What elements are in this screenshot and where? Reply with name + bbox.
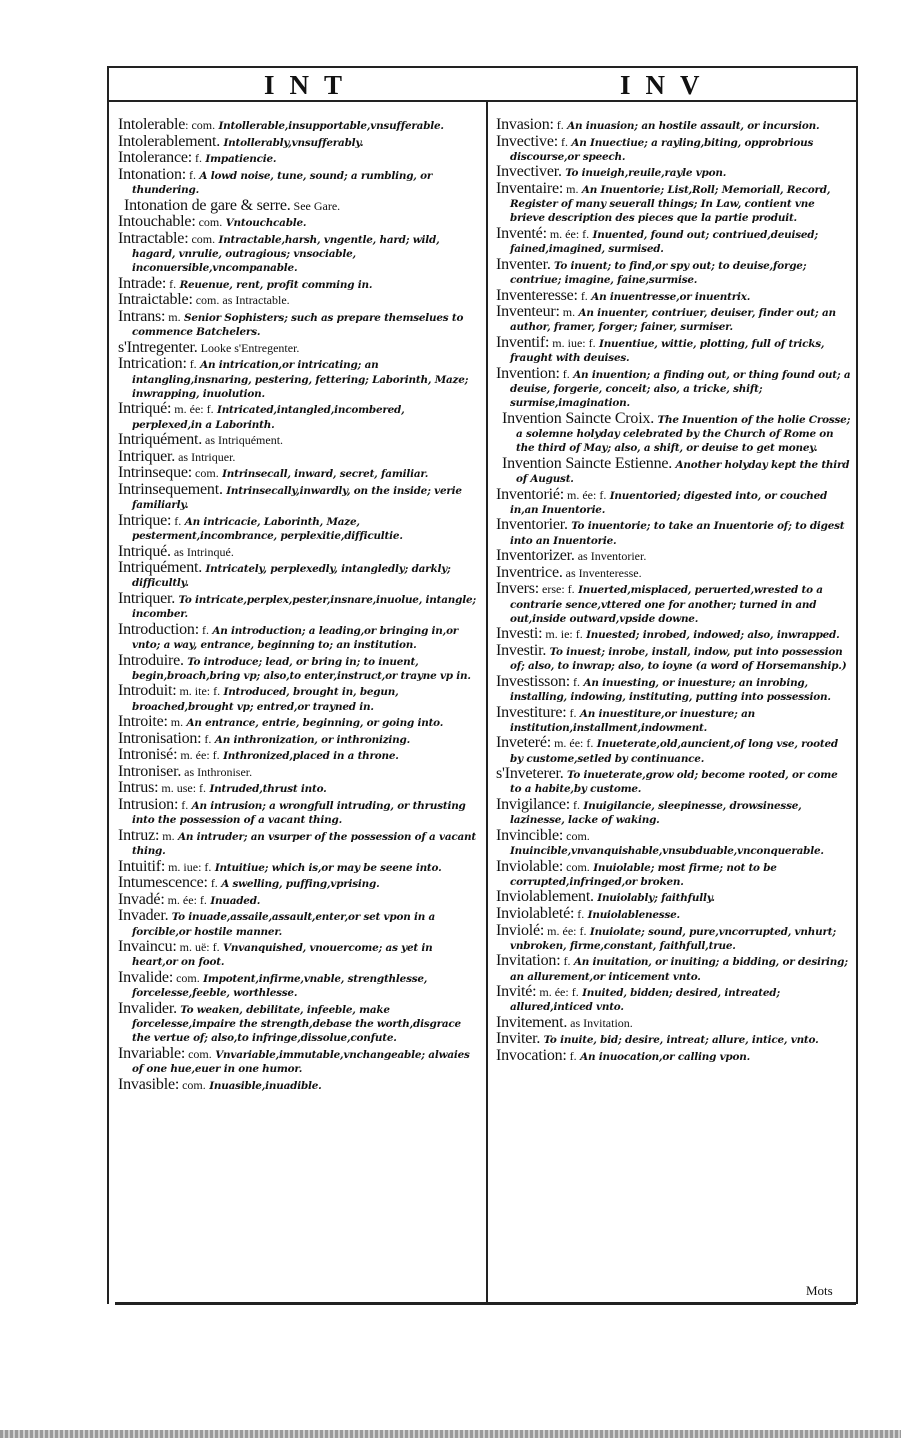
dictionary-entry (496, 641, 852, 673)
definition: Intrinsecally,inwardly, on the inside; verie familiarly. (132, 484, 462, 512)
dictionary-entry (118, 876, 476, 891)
headword: Invitation: (496, 952, 561, 970)
grammar-note: com. (188, 231, 216, 246)
definition: Another holyday kept the third of August. (516, 458, 850, 485)
dictionary-entry (118, 798, 476, 827)
grammar-note: f. (559, 366, 570, 381)
left-column (118, 118, 476, 1094)
headword: Inviter. (496, 1030, 541, 1048)
grammar-note: f. (207, 876, 218, 891)
headword: Inventrice. (496, 563, 563, 581)
headword: Introduire. (118, 651, 184, 669)
dictionary-entry (496, 409, 852, 456)
grammar-note: f. (570, 674, 581, 689)
dictionary-entry (118, 229, 476, 276)
definition: To weaken, debilitate, infeeble, make forcelesse,impaire the strength,debase the worth,disgrace the vertue of; also,to infringe,dissolue,confute. (132, 1003, 461, 1045)
headword: Intriquer. (118, 447, 176, 465)
grammar-note: as Inthroniser. (181, 764, 253, 779)
grammar-note: m. ée: f. (164, 892, 207, 907)
grammar-note: : com. (185, 118, 216, 132)
definition: Inuiolate; sound, pure,vncorrupted, vnhurt; vnbroken, firme,constant, faithfull,true. (510, 925, 836, 952)
headword: Inviolablement. (496, 888, 594, 906)
definition: Intuitiue; which is,or may be seene into. (211, 861, 442, 874)
headword: Introduction: (118, 620, 199, 638)
headword: Intumescence: (118, 874, 208, 892)
headword: Investi: (496, 625, 543, 643)
dictionary-entry (496, 703, 852, 735)
header-rule (107, 100, 858, 102)
running-head-right: INV (620, 70, 715, 100)
dictionary-entry (118, 151, 476, 166)
headword: Introniser. (118, 762, 182, 780)
definition: An Inuentorie; List,Roll; Memoriall, Record, Register of many seuerall things; In Law, contient vne brieve description des pieces que la partie produit. (510, 183, 831, 225)
dictionary-entry (118, 1044, 476, 1076)
headword: Intruz: (118, 826, 160, 844)
grammar-note: f. (171, 513, 182, 528)
headword: Invocation: (496, 1047, 567, 1065)
definition: Inuented, found out; contriued,deuised; fained,imagined, surmised. (510, 228, 818, 256)
definition: An inuocation,or calling vpon. (576, 1051, 750, 1064)
dictionary-entry (496, 1049, 852, 1064)
frame-top-rule (107, 66, 858, 68)
headword: Inventorier. (496, 516, 568, 534)
headword: Invincible: (496, 826, 564, 844)
dictionary-entry (496, 286, 852, 304)
grammar-note: m. uë: f. (176, 940, 220, 955)
frame-right-rule (856, 66, 858, 1304)
definition: An inuentresse,or inuentrix. (587, 290, 751, 303)
grammar-note: f. (178, 798, 189, 813)
headword: Intolerable (118, 118, 186, 133)
dictionary-entry (118, 118, 476, 133)
headword: Inviolable: (496, 857, 564, 875)
dictionary-entry (496, 165, 852, 180)
definition: Introduced, brought in, begun, broached,brought vp; entred,or trayned in. (132, 686, 399, 713)
headword: Introduit: (118, 682, 177, 700)
headword: Intrinseque: (118, 464, 193, 482)
headword: Intrus: (118, 779, 159, 797)
headword: Invader. (118, 907, 169, 925)
grammar-note: com. (195, 215, 223, 230)
grammar-note: m. ée: f. (544, 923, 587, 938)
dictionary-entry (118, 338, 476, 356)
dictionary-entry (118, 274, 476, 292)
headword: Invention Saincte Croix. (502, 409, 655, 427)
dictionary-entry (118, 433, 476, 448)
grammar-note: f. (186, 357, 197, 372)
headword: Investir. (496, 641, 547, 659)
grammar-note: m. (167, 715, 184, 730)
headword: Intolerablement. (118, 132, 221, 150)
dictionary-entry (496, 563, 852, 581)
grammar-note: m. (159, 828, 175, 843)
grammar-note: m. (559, 305, 576, 320)
headword: Intuitif: (118, 857, 166, 875)
grammar-note: f. (557, 134, 568, 149)
dictionary-entry (496, 582, 852, 626)
definition: Inuested; inrobed, indowed; also, inwrapped. (582, 629, 840, 642)
dictionary-entry (118, 826, 476, 858)
dictionary-entry (496, 364, 852, 411)
definition: An inuention; a finding out, or thing found out; a deuise, forgerie, conceit; also, a tricke, shift; surmise,imagination. (510, 368, 851, 410)
dictionary-entry (118, 651, 476, 683)
headword: Intractable: (118, 229, 189, 247)
dictionary-entry (496, 454, 852, 486)
grammar-note: f. (574, 906, 585, 921)
grammar-note: m. ée: f. (546, 226, 590, 241)
headword: Intronisé: (118, 746, 178, 764)
grammar-note: as Intrinqué. (170, 544, 234, 559)
catchword: Mots (806, 1283, 833, 1298)
dictionary-entry (118, 620, 476, 652)
frame-bottom-rule (115, 1302, 856, 1305)
dictionary-entry (496, 857, 852, 889)
dictionary-entry (496, 627, 852, 642)
headword: Intonation: (118, 165, 187, 183)
dictionary-entry (118, 971, 476, 1000)
headword: Invariable: (118, 1044, 186, 1062)
dictionary-entry (118, 999, 476, 1046)
headword: Intrans: (118, 307, 166, 325)
grammar-note: as Inventeresse. (562, 565, 642, 580)
headword: Inviolé: (496, 921, 545, 939)
grammar-note: m. ite: f. (176, 684, 221, 699)
grammar-note: f. (570, 797, 581, 812)
definition: To inueterate,grow old; become rooted, or come to a habite,by custome. (510, 769, 838, 796)
definition: The Inuention of the holie Crosse; a solemne holyday celebrated by the Church of Rome on the third of May; also, a shift, or deuise to get money. (516, 413, 851, 455)
grammar-note: m. ée: f. (551, 736, 594, 751)
definition: Inuerted,misplaced, peruerted,wrested to a contrarie sence,vttered one for another; turned in and out,inside outward,vpside downe. (510, 584, 823, 625)
dictionary-entry (496, 179, 852, 226)
definition: An intrication,or intricating; an intangling,insnaring, pestering, fettering; Laborinth, Maze; inwrapping, inuolution. (132, 359, 469, 400)
headword: Investisson: (496, 672, 571, 690)
headword: Invalide: (118, 969, 174, 987)
headword: Intrinsequement. (118, 480, 223, 498)
dictionary-entry (118, 762, 476, 780)
grammar-note: com. (563, 859, 590, 874)
grammar-note: as Intriquément. (202, 433, 284, 448)
dictionary-entry (496, 985, 852, 1014)
headword: Invers: (496, 580, 540, 598)
dictionary-entry (118, 857, 476, 875)
definition: An Inuectiue; a rayling,biting, opprobrious discourse,or speech. (510, 136, 814, 163)
headword: Intriqué: (118, 400, 172, 418)
grammar-note: f. (560, 954, 571, 969)
headword: Intraictable: (118, 291, 193, 309)
definition: Inuaded. (206, 894, 261, 907)
headword: Intronisation: (118, 729, 202, 747)
headword: Invasible: (118, 1075, 180, 1093)
definition: An inuitation, or inuiting; a bidding, or desiring; an allurement,or inticement vnto. (510, 956, 848, 983)
definition: An intruder; an vsurper of the possession of a vacant thing. (132, 830, 476, 858)
grammar-note: m. (165, 309, 181, 324)
dictionary-entry (118, 909, 476, 938)
grammar-note: f. (201, 731, 212, 746)
definition: An inuesting, or inuesture; an inrobing, installing, indowing, instituting, putting into possession. (510, 676, 831, 703)
dictionary-entry (496, 1013, 852, 1031)
headword: Inventer. (496, 255, 551, 273)
headword: Intrique: (118, 511, 172, 529)
headword: Introite: (118, 713, 168, 731)
grammar-note: m. iue: f. (165, 859, 212, 874)
headword: Invité: (496, 983, 537, 1001)
definition: Intractable,harsh, vngentle, hard; wild, hagard, vnrulie, outragious; vnsociable, inconuersible,vncompanable. (132, 233, 440, 275)
grammar-note: f. (566, 1049, 577, 1064)
definition: Inuigilancie, sleepinesse, drowsinesse, lazinesse, lacke of waking. (510, 799, 802, 827)
grammar-note: as Invitation. (567, 1015, 633, 1030)
dictionary-entry (118, 307, 476, 339)
dictionary-entry (118, 684, 476, 713)
dictionary-entry (496, 921, 852, 953)
headword: Invention Saincte Estienne. (502, 454, 673, 472)
dictionary-entry (118, 1075, 476, 1093)
definition: An inuasion; an hostile assault, or incursion. (563, 120, 820, 132)
definition: Impotent,infirme,vnable, strengthlesse, forcelesse,feeble, worthlesse. (132, 973, 428, 1000)
definition: Intollerably,vnsufferably. (220, 136, 364, 149)
grammar-note: erse: f. (539, 582, 575, 597)
definition: Intollerable,insupportable,vnsufferable. (215, 120, 444, 132)
grammar-note: m. use: f. (158, 781, 207, 796)
dictionary-entry (496, 954, 852, 983)
headword: Invitement. (496, 1013, 568, 1031)
definition: Intricated,intangled,incombered, perplexed,in a Laborinth. (132, 404, 405, 431)
grammar-note: f. (198, 622, 209, 637)
dictionary-entry (496, 132, 852, 164)
headword: Investiture: (496, 703, 567, 721)
headword: Inveteré: (496, 734, 552, 752)
dictionary-entry (118, 447, 476, 465)
headword: Intriqué. (118, 542, 171, 560)
definition: An inthronization, or inthronizing. (211, 733, 411, 746)
definition: Inuincible,vnvanquishable,vnsubduable,vnconquerable. (510, 844, 824, 857)
definition: A lowd noise, tune, sound; a rumbling, or thundering. (132, 169, 433, 196)
headword: Intolerance: (118, 149, 192, 167)
dictionary-entry (496, 224, 852, 256)
dictionary-entry (118, 890, 476, 908)
grammar-note: com. (179, 1077, 206, 1092)
definition: Senior Sophisters; such as prepare themselues to commence Batchelers. (132, 311, 464, 339)
grammar-note: m. ée: f. (177, 748, 220, 763)
dictionary-entry (118, 715, 476, 730)
definition: To inuite, bid; desire, intreat; allure, intice, vnto. (540, 1034, 819, 1047)
grammar-note: f. (186, 167, 197, 182)
headword: Intriquément. (118, 559, 203, 577)
definition: Inuentiue, wittie, plotting, full of tricks, fraught with deuises. (510, 337, 825, 365)
dictionary-entry (118, 196, 476, 214)
headword: Intouchable: (118, 213, 196, 231)
grammar-note: com. (185, 1046, 212, 1061)
definition: Intrinsecall, inward, secret, familiar. (218, 468, 429, 481)
headword: Intrication: (118, 355, 187, 373)
definition: An inuestiture,or inuesture; an institution,installment,indowment. (510, 707, 755, 734)
dictionary-entry (496, 305, 852, 334)
grammar-note: com. (563, 828, 590, 843)
grammar-note: as Inventorier. (574, 549, 647, 564)
dictionary-entry (118, 729, 476, 747)
definition: Inuited, bidden; desired, intreated; allured,inticed vnto. (510, 987, 780, 1014)
definition: Impatiencie. (202, 153, 277, 166)
dictionary-entry (118, 165, 476, 197)
dictionary-entry (118, 215, 476, 230)
headword: s'Intregenter. (118, 338, 198, 356)
definition: To inuentorie; to take an Inuentorie of; to digest into an Inuentorie. (510, 520, 845, 547)
grammar-note: Looke s'Entregenter. (197, 340, 300, 355)
definition: Vnvanquished, vnouercome; as yet in heart,or on foot. (132, 942, 433, 969)
dictionary-entry (496, 736, 852, 765)
grammar-note: com. as Intractable. (192, 293, 290, 308)
grammar-note: f. (566, 705, 577, 720)
dictionary-entry (118, 561, 476, 590)
dictionary-entry (118, 402, 476, 431)
dictionary-entry (496, 826, 852, 858)
definition: To inuade,assaile,assault,enter,or set vpon in a forcible,or hostile manner. (132, 911, 436, 938)
dictionary-entry (118, 781, 476, 796)
definition: Inuiolable; most firme; not to be corrupted,infringed,or broken. (510, 861, 777, 888)
definition: To inuent; to find,or spy out; to deuise,forge; contriue; imagine, faine,surmise. (510, 259, 807, 286)
dictionary-entry (496, 1032, 852, 1047)
headword: Invasion: (496, 118, 554, 133)
grammar-note: f. (166, 276, 177, 291)
headword: Invectiver. (496, 163, 562, 181)
definition: To intricate,perplex,pester,insnare,inuolue, intangle; incomber. (132, 593, 476, 621)
grammar-note: f. (192, 151, 202, 166)
definition: Inuiolablenesse. (584, 908, 680, 921)
dictionary-entry (496, 485, 852, 517)
headword: Inventé: (496, 224, 547, 242)
dictionary-entry (118, 940, 476, 969)
dictionary-entry (118, 748, 476, 763)
definition: An intricacie, Laborinth, Maze, pesterment,incombrance, perplexitie,difficultie. (132, 515, 403, 542)
definition: Inthronized,placed in a throne. (219, 750, 399, 763)
definition: Vntouchcable. (222, 217, 307, 230)
grammar-note: m. iue: f. (549, 335, 596, 350)
headword: Inventorizer. (496, 547, 575, 565)
dictionary-entry (496, 333, 852, 365)
definition: Intricately, perplexedly, intangledly; darkly; difficultly. (132, 563, 451, 590)
headword: Invaincu: (118, 938, 177, 956)
grammar-note: com. (173, 971, 200, 986)
headword: Invalider. (118, 999, 177, 1017)
definition: To inuest; inrobe, install, indow, put into possession of; also, to inwrap; also, to ioyne (a word of Horsemanship.) (510, 645, 847, 673)
headword: Invigilance: (496, 795, 571, 813)
definition: Inuentoried; digested into, or couched in,an Inuentorie. (510, 489, 828, 516)
definition: An introduction; a leading,or bringing in,or vnto; a way, entrance, beginning to; an institution. (132, 624, 459, 651)
definition: Intruded,thrust into. (206, 783, 327, 796)
dictionary-entry (118, 589, 476, 621)
dictionary-entry (118, 511, 476, 543)
running-head-left: INT (264, 70, 358, 100)
definition: An intrusion; a wrongfull intruding, or thrusting into the possession of a vacant thing. (132, 800, 466, 827)
definition: Inuiolably; faithfully. (593, 892, 715, 905)
headword: Inviolableté: (496, 904, 575, 922)
headword: Invective: (496, 132, 558, 150)
dictionary-entry (496, 672, 852, 704)
grammar-note: m. ée: f. (564, 487, 607, 502)
headword: Invention: (496, 364, 560, 382)
headword: Inventorié: (496, 485, 564, 503)
headword: Invadé: (118, 890, 165, 908)
right-column (496, 118, 852, 1066)
definition: An inuenter, contriuer, deuiser, finder out; an author, framer, forger; fainer, surmiser. (510, 307, 836, 334)
headword: Inventeresse: (496, 286, 578, 304)
dictionary-entry (118, 357, 476, 401)
dictionary-entry (118, 132, 476, 150)
dictionary-entry (496, 795, 852, 827)
definition: Inueterate,old,auncient,of long vse, rooted by custome,setled by continuance. (510, 738, 838, 765)
definition: To introduce; lead, or bring in; to inuent, begin,broach,bring vp; also,to enter,instruct,or trayne vp in. (132, 655, 471, 682)
dictionary-entry (496, 904, 852, 922)
dictionary-entry (496, 518, 852, 547)
headword: Inventeur: (496, 303, 560, 321)
grammar-note: m. ée: f. (171, 402, 214, 417)
definition: Inuasible,inuadible. (205, 1079, 322, 1092)
grammar-note: as Intriquer. (175, 449, 236, 464)
scan-edge (0, 1430, 901, 1438)
grammar-note: See Gare. (290, 198, 341, 213)
definition: To inueigh,reuile,rayle vpon. (561, 167, 727, 180)
definition: Reuenue, rent, profit comming in. (176, 278, 373, 291)
headword: s'Inveterer. (496, 765, 564, 783)
headword: Intriquément. (118, 431, 203, 449)
dictionary-entry (118, 466, 476, 481)
dictionary-entry (118, 480, 476, 512)
definition: A swelling, puffing,vprising. (217, 878, 380, 891)
grammar-note: com. (192, 466, 219, 481)
headword: Inventaire: (496, 179, 564, 197)
headword: Intrusion: (118, 796, 179, 814)
headword: Intrade: (118, 274, 167, 292)
definition: An entrance, entrie, beginning, or going into. (183, 717, 444, 730)
column-divider (486, 102, 488, 1302)
dictionary-entry (496, 767, 852, 796)
dictionary-entry (118, 542, 476, 560)
dictionary-entry (118, 293, 476, 308)
headword: Intriquer. (118, 589, 176, 607)
grammar-note: m. ée: f. (536, 985, 579, 1000)
headword: Intonation de gare & serre. (124, 196, 291, 214)
dictionary-entry (496, 549, 852, 564)
dictionary-entry (496, 118, 852, 133)
grammar-note: m. ie: f. (542, 627, 583, 642)
grammar-note: f. (577, 288, 588, 303)
grammar-note: m. (563, 181, 579, 196)
definition: Vnvariable,immutable,vnchangeable; alwaies of one hue,euer in one humor. (132, 1048, 470, 1076)
dictionary-entry (496, 890, 852, 905)
grammar-note: f. (553, 118, 564, 132)
headword: Inventif: (496, 333, 550, 351)
dictionary-entry (496, 255, 852, 287)
frame-left-rule (107, 66, 109, 1304)
